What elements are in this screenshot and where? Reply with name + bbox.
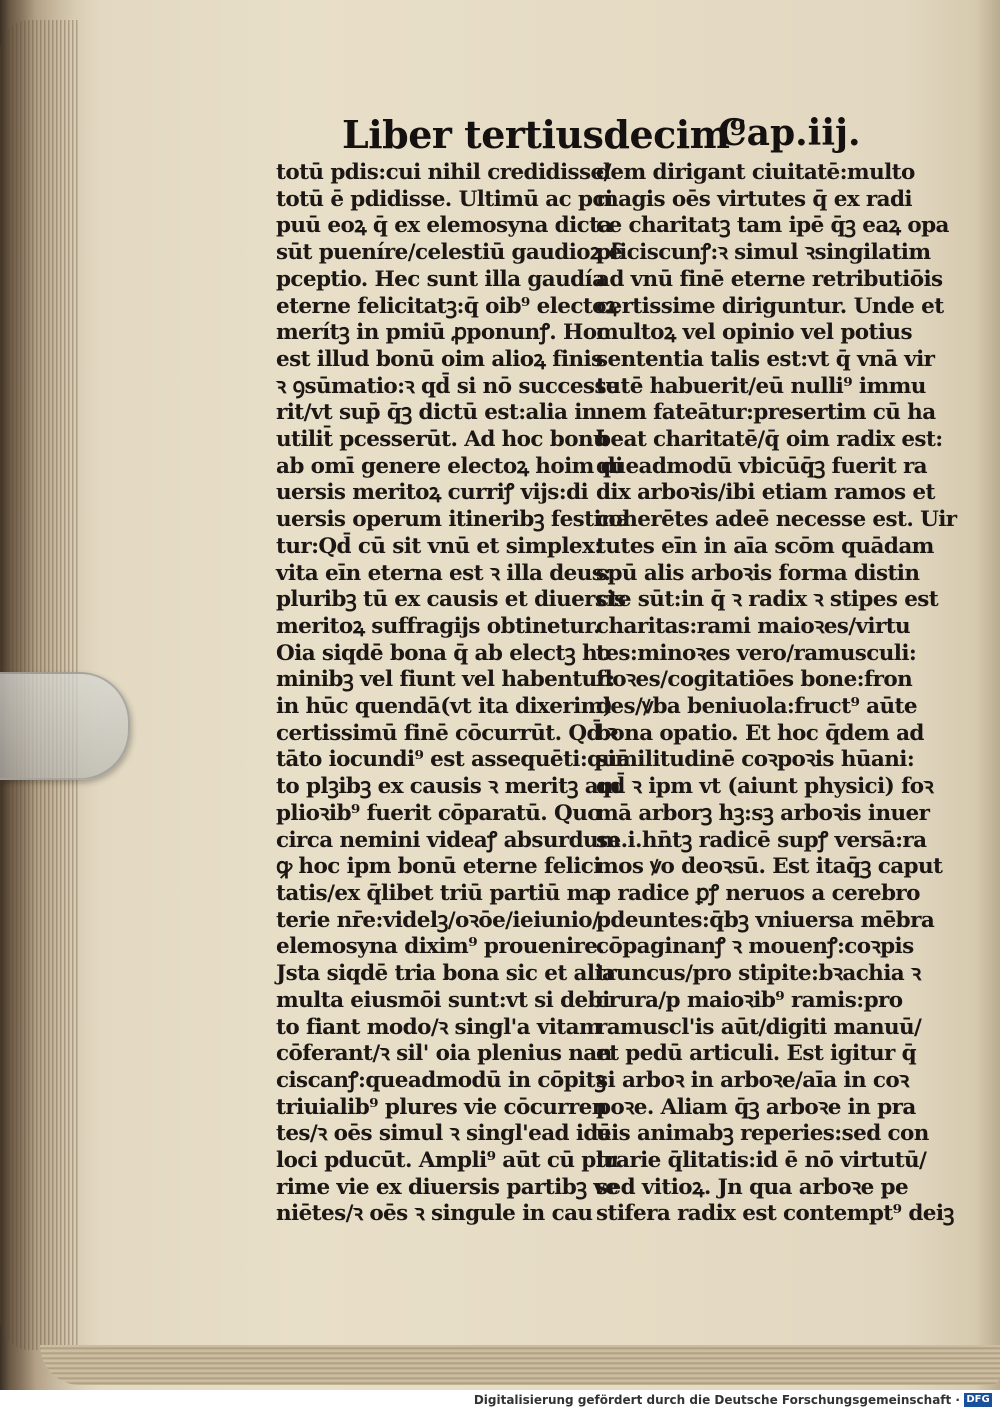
text-line: coherētes adeē necesse est. Uir (596, 507, 957, 533)
text-line: p radice ꝑꝭ neruos a cerebro (596, 880, 920, 906)
text-line: se.i.hn̄tꝫ radicē supꝭ versā:ra (596, 827, 927, 853)
text-line: to fiant modo/ꝛ singl'a vitam (276, 1014, 602, 1040)
text-line: ad vnū finē eterne retributiōis (596, 266, 943, 292)
text-line: nem fateātur:presertim cū ha (596, 400, 936, 426)
text-line: queadmodū vbicūq̄ꝫ fuerit ra (596, 453, 927, 479)
text-line: pdeuntes:q̄bꝫ vniuersa mēbra (596, 907, 935, 933)
text-line: beat charitatē/q̄ oim radix est: (596, 427, 943, 453)
text-column-left (276, 160, 630, 1228)
text-line: terie nr̄e:videlꝫ/oꝛōe/ieiunio/ (276, 907, 600, 933)
text-line: est illud bonū oim alioꝝ finis (276, 346, 603, 372)
text-line: circa nemini videaꝭ absurdum (276, 827, 621, 853)
footer-bar (0, 1390, 1000, 1411)
text-line: multa eiusmōi sunt:vt si debi (276, 987, 610, 1013)
text-line: rime vie ex diuersis partibꝫ ve (276, 1174, 619, 1200)
text-line: stifera radix est contempt⁹ deiꝫ (596, 1201, 954, 1227)
text-column-right (596, 160, 957, 1228)
text-line: sūt pueníre/celestiū gaudioꝝ ē (276, 240, 622, 266)
text-line: tāto iocundi⁹ est assequēti:quā (276, 747, 630, 773)
text-line: qd̄ ꝛ ipm vt (aiunt physici) foꝛ (596, 774, 934, 800)
text-line: Jsta siqdē tria bona sic et alia (276, 961, 616, 987)
text-line: totū ē pdidisse. Ultimū ac pci (276, 186, 613, 212)
text-line: pficiscunꝭ:ꝛ simul ꝛsingilatim (596, 240, 931, 266)
text-line: minibꝫ vel fiunt vel habentur: (276, 667, 615, 693)
text-line: charitas:rami maioꝛes/virtu (596, 613, 911, 639)
text-line: Oia siqdē bona q̄ ab electꝫ ho (276, 640, 611, 666)
text-line: pluribꝫ tū ex causis et diuersis (276, 587, 626, 613)
text-line: certissimū finē cōcurrūt. Qd̄ ꝛ (276, 720, 618, 746)
text-line: floꝛes/cogitatiōes bone:fron (596, 667, 913, 693)
text-line: sed vitioꝝ. Jn qua arboꝛe pe (596, 1174, 909, 1200)
text-line: mā arborꝫ hꝫ:sꝫ arboꝛis inuer (596, 800, 930, 826)
text-line: trarie q̄litatis:id ē nō virtutū/ (596, 1148, 927, 1174)
text-line: cte sūt:in q̄ ꝛ radix ꝛ stipes est (596, 587, 939, 613)
text-line: et pedū articuli. Est igitur q̄ (596, 1041, 917, 1067)
text-line: vita eīn eterna est ꝛ illa deus: (276, 560, 611, 586)
footer-credit: Digitalisierung gefördert durch die Deutsche Forschungsgemeinschaft · (473, 1393, 960, 1407)
text-line: poꝛe. Aliam q̄ꝫ arboꝛe in pra (596, 1094, 916, 1120)
text-line: tutes eīn in aīa scōm quādam (596, 533, 934, 559)
text-line: meritoꝝ suffragijs obtinetur. (276, 613, 600, 639)
text-line: des/ꝟba beniuola:fruct⁹ aūte (596, 694, 917, 720)
text-line: plioꝛib⁹ fuerit cōparatū. Quo (276, 800, 601, 826)
text-line: puū eoꝝ q̄ ex elemosyna dicta (276, 213, 612, 239)
text-line: ce charitatꝫ tam ipē q̄ꝫ eaꝝ opa (596, 213, 949, 239)
text-line: uersis meritoꝝ curriꝭ vijs:di (276, 480, 589, 506)
text-line: crura/p maioꝛib⁹ ramis:pro (596, 987, 903, 1013)
text-line: ramuscl'is aūt/digiti manuū/ (596, 1014, 922, 1040)
text-line: ab omī genere electoꝝ hoim di (276, 453, 623, 479)
text-line: magis oēs virtutes q̄ ex radi (596, 186, 912, 212)
text-line: similitudinē coꝛpoꝛis hūani: (596, 747, 915, 773)
text-line: niētes/ꝛ oēs ꝛ singule in cau (276, 1201, 593, 1227)
text-line: spū alis arboꝛis forma distin (596, 560, 920, 586)
text-line: to plꝫibꝫ ex causis ꝛ meritꝫ am (276, 774, 621, 800)
text-line: tatis/ex q̄libet triū partiū ma (276, 880, 603, 906)
text-line: loci pducūt. Ampli⁹ aūt cū plu (276, 1148, 619, 1174)
text-line: uis animabꝫ reperies:sed con (596, 1121, 929, 1147)
text-line: triuialib⁹ plures vie cōcurren (276, 1094, 607, 1120)
text-line: truncus/pro stipite:bꝛachia ꝛ (596, 961, 921, 987)
text-line: cōpaginanꝭ ꝛ mouenꝭ:coꝛpis (596, 934, 914, 960)
text-line: sententia talis est:vt q̄ vnā vir (596, 346, 935, 372)
page-clip (0, 672, 130, 780)
text-line: bona opatio. Et hoc q̄dem ad (596, 720, 924, 746)
running-head-title: Liber tertiusdecim⁹ (342, 112, 746, 157)
text-line: rit/vt sup̄ q̄ꝫ dictū est:alia in (276, 400, 597, 426)
text-line: cōferant/ꝛ sil' oia plenius nan (276, 1041, 612, 1067)
text-line: dix arboꝛis/ibi etiam ramos et (596, 480, 935, 506)
text-line: pceptio. Hec sunt illa gaudía (276, 266, 606, 292)
text-line: dem dirigant ciuitatē:multo (596, 160, 915, 185)
text-line: uersis operum itineribꝫ festina (276, 507, 630, 533)
running-head-chapter: Cap.iij. (718, 112, 861, 154)
text-line: merítꝫ in pmiū ꝓponunꝭ. Hoc (276, 320, 610, 346)
text-line: tes:minoꝛes vero/ramusculi: (596, 640, 917, 666)
text-line: tur:Qd̄ cū sit vnū et simplex: (276, 533, 602, 559)
text-line: in hūc quendā(vt ita dixerim) (276, 694, 613, 720)
text-line: mos ꝟo deoꝛsū. Est itaq̄ꝫ caput (596, 854, 943, 880)
page-edges-bottom (40, 1345, 1000, 1385)
text-line: totū pdis:cui nihil credidisse/ (276, 160, 611, 185)
text-line: eterne felicitatꝫ:q̄ oib⁹ electoꝝ (276, 293, 618, 319)
text-line: tutē habuerit/eū nulli⁹ immu (596, 373, 926, 399)
text-line: elemosyna dixim⁹ prouenire. (276, 934, 605, 960)
text-line: si arboꝛ in arboꝛe/aīa in coꝛ (596, 1067, 909, 1093)
dfg-logo: DFG (964, 1393, 992, 1407)
text-line: utilit̄ pcesserūt. Ad hoc bonū (276, 427, 609, 453)
text-line: multoꝝ vel opinio vel potius (596, 320, 912, 346)
text-line: ciscanꝭ:queadmodū in cōpitꝫ (276, 1067, 606, 1093)
text-line: certissime diriguntur. Unde et (596, 293, 944, 319)
text-line: ꝙ hoc ipm bonū eterne felici (276, 854, 601, 880)
text-line: ꝛ ꝯsūmatio:ꝛ qd̄ si nō successe (276, 373, 620, 399)
text-line: tes/ꝛ oēs simul ꝛ singl'ead idē (276, 1121, 611, 1147)
